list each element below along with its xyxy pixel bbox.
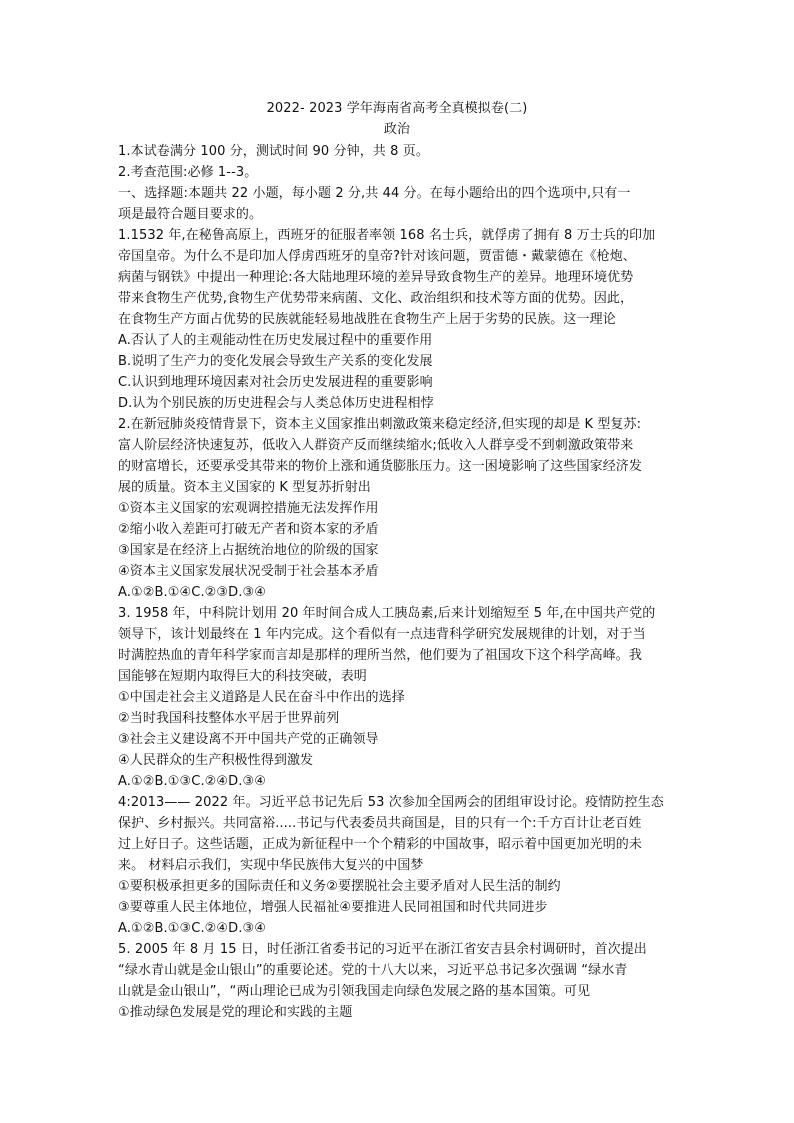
question-1-stem: 病菌与钢铁》中提出一种理论:各大陆地理环境的差异导致食物生产的差异。地理环境优势 <box>118 270 634 285</box>
question-3-stem: 国能够在短期内取得巨大的科技突破，表明 <box>118 669 367 684</box>
question-1-stem: 带来食物生产优势,食物生产优势带来病菌、文化、政治组织和技术等方面的优势。因此， <box>118 291 634 306</box>
question-4-stem: 过上好日子。这些话题，正成为新征程中一个个精彩的中国故事，昭示着中国更加光明的未 <box>118 837 643 852</box>
question-5-stem: 山就是金山银山”，“两山理论已成为引领我国走向绿色发展之路的基本国策。可见 <box>118 984 591 999</box>
question-5-stem: “绿水青山就是金山银山”的重要论述。党的十八大以来，习近平总书记多次强调 “绿水青 <box>118 963 628 978</box>
question-2-stem: 展的质量。资本主义国家的 K 型复苏折射出 <box>118 480 371 495</box>
question-2-stem: 富人阶层经济快速复苏，低收入人群资产反而继续缩水;低收入人群享受不到刺激政策带来 <box>118 438 634 453</box>
question-3-stem: 3. 1958 年，中科院计划用 20 年时间合成人工胰岛素,后来计划缩短至 5 年,在中国共产党的 <box>118 606 656 621</box>
section-heading: 项是最符合题目要求的。 <box>118 207 263 222</box>
question-4-stem: 保护、乡村振兴。共同富裕.....书记与代表委员共商国是，目的只有一个:千方百计让老百姓 <box>118 816 642 831</box>
question-3-option: ④人民群众的生产积极性得到激发 <box>118 753 314 768</box>
question-4-answers: A.①②B.①③C.②④D.③④ <box>118 921 267 936</box>
question-3-option: ③社会主义建设离不开中国共产党的正确领导 <box>118 732 379 747</box>
question-1-stem: 帝国皇帝。为什么不是印加人俘虏西班牙的皇帝?针对该问题，贾雷德・戴蒙德在《枪炮、 <box>118 249 636 264</box>
section-heading: 一、选择题:本题共 22 小题，每小题 2 分,共 44 分。在每小题给出的四个选项中,只有一 <box>118 186 631 201</box>
question-4-stem: 来。 材料启示我们，实现中华民族伟大复兴的中国梦 <box>118 858 424 873</box>
question-3-option: ②当时我国科技整体水平居于世界前列 <box>118 711 340 726</box>
note-line: 2.考查范围:必修 1--3。 <box>118 165 258 180</box>
question-2-stem: 的财富增长，还要承受其带来的物价上涨和通货膨胀压力。这一困境影响了这些国家经济发 <box>118 459 643 474</box>
question-2-option: ②缩小收入差距可打破无产者和资本家的矛盾 <box>118 522 379 537</box>
question-1-option: D.认为个别民族的历史进程会与人类总体历史进程相悖 <box>118 396 434 411</box>
question-4-stem: 4:2013—— 2022 年。习近平总书记先后 53 次参加全国两会的团组审设讨论。疫情防控生态 <box>118 795 664 810</box>
question-3-stem: 领导下，该计划最终在 1 年内完成。这个看似有一点违背科学研究发展规律的计划，对于当 <box>118 627 646 642</box>
question-1-stem: 在食物生产方面占优势的民族就能轻易地战胜在食物生产上居于劣势的民族。这一理论 <box>118 312 616 327</box>
question-3-stem: 时满腔热血的青年科学家而言却是那样的理所当然，他们要为了祖国攻下这个科学高峰。我 <box>118 648 643 663</box>
note-line: 1.本试卷满分 100 分，测试时间 90 分钟，共 8 页。 <box>118 144 429 159</box>
question-5-stem: 5. 2005 年 8 月 15 日，时任浙江省委书记的习近平在浙江省安吉县余村调研时，首次提出 <box>118 942 647 957</box>
question-3-answers: A.①②B.①③C.②④D.③④ <box>118 774 267 789</box>
exam-title: 2022- 2023 学年海南省高考全真模拟卷(二) <box>266 101 528 116</box>
question-1-stem: 1.1532 年,在秘鲁高原上，西班牙的征服者率领 168 名士兵，就俘虏了拥有 8 万士兵的印加 <box>118 228 656 243</box>
question-2-option: ④资本主义国家发展状况受制于社会基本矛盾 <box>118 564 379 579</box>
question-1-option: B.说明了生产力的变化发展会导致生产关系的变化发展 <box>118 354 433 369</box>
question-2-option: ①资本主义国家的宏观调控措施无法发挥作用 <box>118 501 379 516</box>
question-4-option: ③要尊重人民主体地位，增强人民福祉④要推进人民同祖国和时代共同进步 <box>118 900 548 915</box>
question-3-option: ①中国走社会主义道路是人民在奋斗中作出的选择 <box>118 690 405 705</box>
question-4-option: ①要积极承担更多的国际责任和义务②要摆脱社会主要矛盾对人民生活的制约 <box>118 879 561 894</box>
question-2-answers: A.①②B.①④C.②③D.③④ <box>118 585 267 600</box>
question-5-option: ①推动绿色发展是党的理论和实践的主题 <box>118 1005 353 1020</box>
exam-subject: 政治 <box>383 122 411 137</box>
question-1-option: A.否认了人的主观能动性在历史发展过程中的重要作用 <box>118 333 433 348</box>
question-1-option: C.认识到地理环境因素对社会历史发展进程的重要影响 <box>118 375 433 390</box>
question-2-option: ③国家是在经济上占据统治地位的阶级的国家 <box>118 543 379 558</box>
question-2-stem: 2.在新冠肺炎疫情背景下，资本主义国家推出刺激政策来稳定经济,但实现的却是 K 型复苏: <box>118 417 642 432</box>
